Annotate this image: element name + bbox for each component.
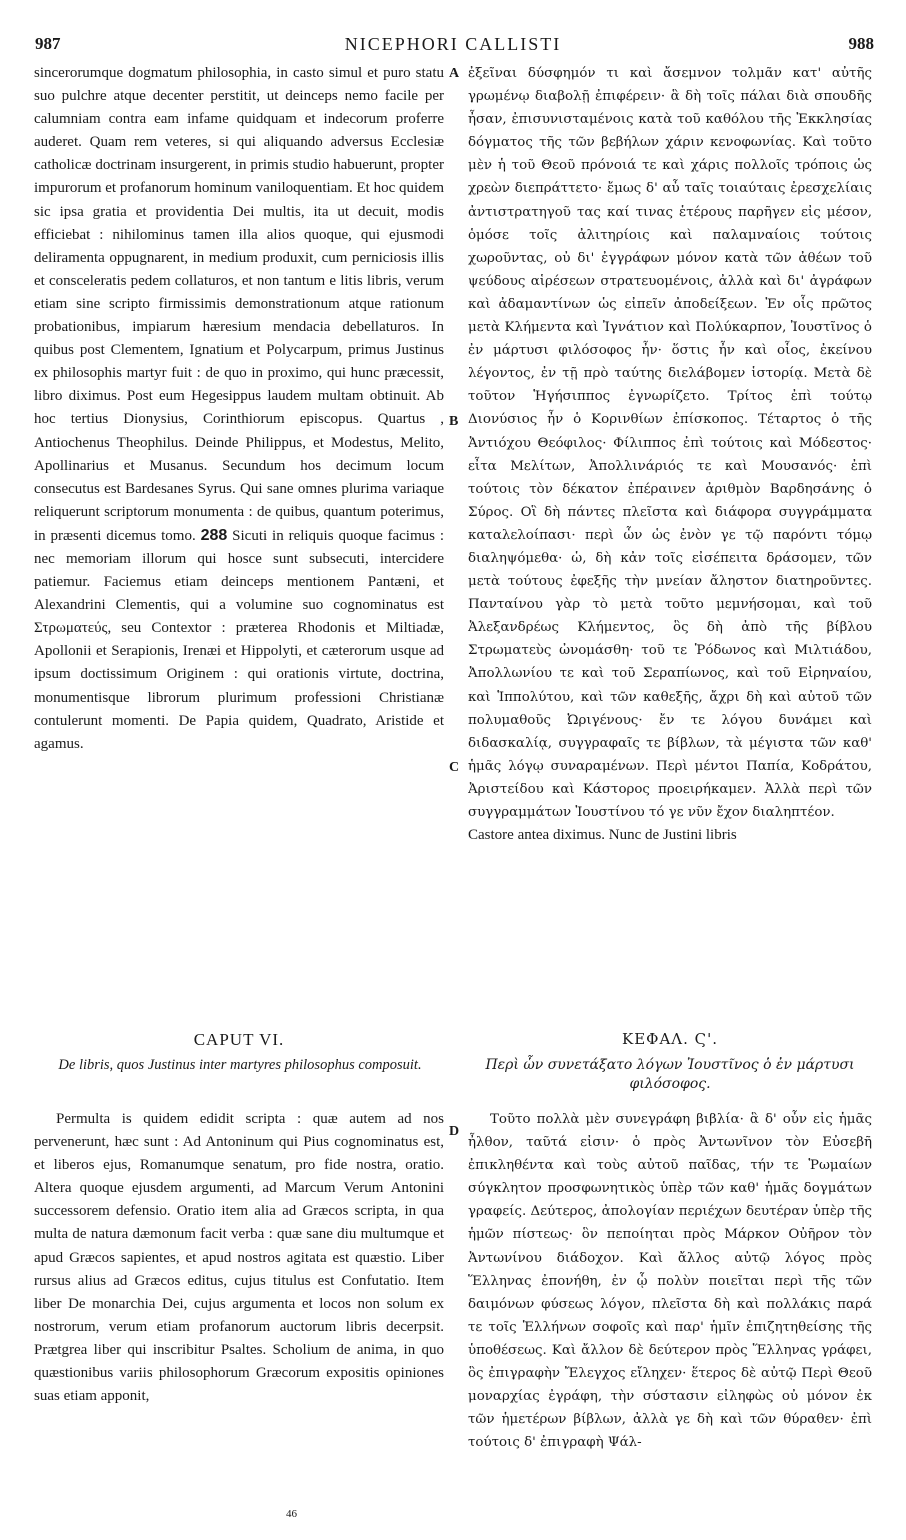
latin-continuation-line: Castore antea diximus. Nunc de Justini libris <box>468 827 737 844</box>
greek-column-top <box>468 62 872 982</box>
latin-text-part1: sincerorumque dogmatum philosophia, in casto simul et puro statu suo pulchre atque decenter perstitit, ut deinceps nemo facile per calumniam contra eam infame quidquam et indecorum proferre auderet. Quam rem veteres, si qui aliquando adversus Ecclesiæ catholicæ doctrinam insurgerent, in primis studio habuerunt, propter impurorum et profanorum hominum vaniloquentiam. Et hoc quidem sic ipsa gratia et providentia Dei multis, ita ut decuit, modis efficiebat : nihilominus tamen illa alios quoque, qui ejusmodi deliramenta oppugnarent, in medium produxit, cum perniciosis illis et consceleratis pedem collaturos, et non tantum e litis libris, verum etiam sine scripto firmissimis demonstrationum atque rationum probationibus, impiarum hæresium mendacia debellaturos. In quibus post Clementem, Ignatium et Polycarpum, primus Justinus ex philosophis martyr fuit : de quo in proximo, qui hunc præcessit, libro diximus. Post eum Hegesippus laudem multam obtinuit. Ab hoc tertius Dionysius, Corinthiorum episcopus. Quartus , Antiochenus Theophilus. Deinde Philippus, et Modestus, Melito, Apollinarius et Musanus. Secundum hos decimum locum consecutus est Bardesanes Syrus. Qui sane omnes plurima variaque reliquerunt scriptorum monumenta : de quibus, quantum poterimus, in præsenti dicemus tomo. <box>34 65 444 544</box>
latin-paragraph <box>34 62 444 756</box>
latin-text-part2: Sicuti in reliquis quoque facimus : nec memoriam illorum qui hosce sunt subsecuti, intercidere patiemur. Faciemus etiam deinceps mentionem Pantæni, et Alexandrini Clementis, qui a volumine suo cognominatus est Στρωματεύς, seu Contextor : præterea Rhodonis et Miltiadæ, Apollonii et Serapionis, Irenæi et Hippolyti, et cæterorum usque ad ipsum doctissimum Originem : qui orationis virtute, doctrina, monumentisque librorum plurimum professioni Christianæ contulerunt momenti. De Papia quidem, Quadrato, Aristide et agamus. <box>34 527 444 752</box>
greek-chapter-text: Τοῦτο πολλὰ μὲν συνεγράφη βιβλία· ἃ δ' οὖν εἰς ἡμᾶς ἦλθον, ταῦτά εἰσιν· ὁ πρὸς Ἀντωνῖνον τὸν Εὐσεβῆ ἐπικληθέντα καὶ τοὺς αὐτοῦ παῖδας, τήν τε Ῥωμαίων σύγκλητον προσφωνητικὸς ὑπὲρ τῶν καθ' ἡμᾶς δογμάτων γραφείς. Δεύτερος, ἀπολογίαν περιέχων δευτέραν ὑπὲρ τῆς ἡμῶν πίστεως· ὃν πεποίηται πρὸς Μάρκον Οὐῆρον τὸν Ἀντωνίνου διάδοχον. Καὶ ἄλλος αὐτῷ λόγος πρὸς Ἕλληνας ἐπονήθη, ἐν ᾧ πολὺν ποιεῖται περὶ τῆς τῶν δαιμόνων φύσεως λόγον, πλεῖστα δὴ καὶ πολλάκις παρά τε τοῖς Ἑλλήνων σοφοῖς καὶ παρ' ἡμῖν ἐπιζητηθείσης τῆς ὑποθέσεως. Καὶ ἄλλον δὲ δεύτερον πρὸς Ἕλληνας γράφει, ὃς ἐπιγραφὴν Ἔλεγχος εἴληχεν· ἕτερος δὲ αὐτῷ Περὶ Θεοῦ μοναρχίας ἐγράφη, τὴν σύστασιν εἰληφὼς οὐ μόνον ἐκ τῶν ἡμετέρων βίβλων, ἀλλὰ γε δὴ καὶ τῶν θύραθεν· ἐπὶ τούτοις δ' ἐπιγραφὴ Ψάλ- <box>468 1112 872 1451</box>
footnote-mark: 46 <box>286 1508 297 1520</box>
section-marker-b: B <box>449 414 459 429</box>
chapter-title-greek: ΚΕΦΑΛ. Ϛ'. <box>621 1030 719 1048</box>
running-header <box>30 34 876 58</box>
chapter-subtitle-greek: Περὶ ὧν συνετάξατο λόγων Ἰουστῖνος ὁ ἐν μάρτυσι φιλόσοφος. <box>485 1057 855 1092</box>
latin-column-bottom <box>34 1108 444 1518</box>
greek-column-bottom <box>468 1108 872 1518</box>
latin-column-top <box>34 62 444 982</box>
section-marker-c: C <box>449 760 460 775</box>
greek-paragraph: ἐξεῖναι δύσφημόν τι καὶ ἄσεμνον τολμᾶν κατ' αὐτῆς γρωμένῳ διαβολῇ ἐπιφέρειν· ἃ δὴ τοῖς πάλαι διὰ σπουδῆς ἦσαν, ἐπισυνισταμένοις κατὰ τοῦ καθόλου τῆς Ἐκκλησίας δόγματος τῆς τῶν βεβήλων χάριν κενοφωνίας. Καὶ τοῦτο μὲν ἡ τοῦ Θεοῦ πρόνοιά τε καὶ χάρις πολλοῖς τρόποις ὡς χρεὼν διεπράττετο· ἔμως δ' αὖ ταῖς τοιαύταις ἐρεσχελίαις ἀντιστρατηγοῦ τας καί τινας ἑτέρους παρῆγεν εἰς μέσον, ὁμόσε τοῖς ἀλιτηρίοις καὶ παλαμναίοις τούτοις χωροῦντας, οὐ δι' ἐγγράφων μόνον κατὰ τῶν ἀθέων τοῦ ψεύδους αἱρέσεων στρατευομένοις, ἀλλὰ καὶ δι' ἀγράφων καὶ ἀδαμαντίνων ὡς εἰπεῖν ἀποδείξεων. Ἐν οἷς πρῶτος μετὰ Κλήμεντα καὶ Ἰγνάτιον καὶ Πολύκαρπον, Ἰουστῖνος ὁ ἐν μάρτυσι φιλόσοφος ἦν· ὅστις ἦν καὶ οἷος, ἐκείνου λέγοντος, ἐν τῇ πρὸ ταύτης διελάβομεν ἱστορίᾳ. Μετὰ δὲ τοῦτον Ἡγήσιππος ἐγνωρίζετο. Τρίτος ἐπὶ τούτῳ Διονύσιος ἦν ὁ Κορινθίων ἐπίσκοπος. Τέταρτος ὁ τῆς Ἀντιόχου Θεόφιλος· Φίλιππος ἐπὶ τούτοις καὶ Μόδεστος· εἶτα Μελίτων, Ἀπολλινάριός τε καὶ Μουσανός· ἐπὶ τούτοις τὸν δέκατον ἐπέραινεν ἀριθμὸν Βαρδησάνης ὁ Σύρος. Οἳ δὴ πάντες πλεῖστα καὶ διάφορα συγγράμματα καταλελοίπασι· περὶ ὧν ὡς ἐνὸν γε τῷ παρόντι τόμῳ διαληψόμεθα· ὡ, δὴ κἀν τοῖς εἰσέπειτα δράσομεν, τῶν μετὰ τούτους ἐφεξῆς τὴν μνείαν ἄληστον διατηροῦντες. Πανταίνου γὰρ τὸ μετὰ τοῦτο μεμνήσομαι, καὶ τοῦ Ἀλεξανδρέως Κλήμεντος, ὃς δὴ ἀπὸ τῆς βίβλου Στρωματεὺς ὠνομάσθη· τοῦ τε Ῥόδωνος καὶ Μιλτιάδου, Ἀπολλωνίου τε καὶ τοῦ Σεραπίωνος, καὶ τοῦ Εἰρηναίου, καὶ Ἱππολύτου, καὶ τῶν καθεξῆς, ἄχρι δὴ καὶ αὐτοῦ τῶν πολυμαθοῦς Ὠριγένους· ἔν τε λόγου δυνάμει καὶ διδασκαλίᾳ, συγγραφαῖς τε βίβλων, τὰ μέγιστα τῶν καθ' ἡμᾶς λόγῳ συναραμένων. Περὶ μέντοι Παπία, Κοδράτου, Ἀριστείδου καὶ Κάστορος προειρήκαμεν. Ἀλλὰ περὶ τῶν συγγραμμάτων Ἰουστίνου τό γε νῦν ἔχον διαληπτέον. <box>468 66 872 820</box>
section-marker-a: A <box>449 66 460 81</box>
page-number-right: 988 <box>848 34 874 53</box>
running-title: NICEPHORI CALLISTI <box>344 34 562 54</box>
inline-page-number: 288 <box>200 526 228 544</box>
section-marker-d: D <box>449 1124 460 1139</box>
latin-chapter-text: Permulta is quidem edidit scripta : quæ autem ad nos pervenerunt, hæc sunt : Ad Antoninum qui Pius cognominatus est, et liberos ejus, Romanumque senatum, pro fide nostra, oratio. Altera quoque ejusdem argumenti, ad Marcum Verum Antonini successorem defensio. Oratio item alia ad Græcos scripta, in qua multa de natura dæmonum facit verba : quæ sane diu multumque et apud Græcos sapientes, et apud nostros agitata est quæstio. Liber rursus alius ad Græcos editus, cujus titulus est Confutatio. Item liber De monarchia Dei, cujus argumenta et locos non solum ex nostrorum, verum etiam profanorum auctorum libris decerpsit. Prætgrea liber qui inscribitur Psaltes. Scholium de anima, in quo quæstionibus variis philosophorum Græcorum expositis opiniones suas etiam apponit, <box>34 1111 444 1405</box>
page-number-left: 987 <box>35 34 61 53</box>
chapter-subtitle-latin: De libris, quos Justinus inter martyres philosophus composuit. <box>58 1057 422 1073</box>
chapter-title-latin: CAPUT VI. <box>193 1030 285 1049</box>
